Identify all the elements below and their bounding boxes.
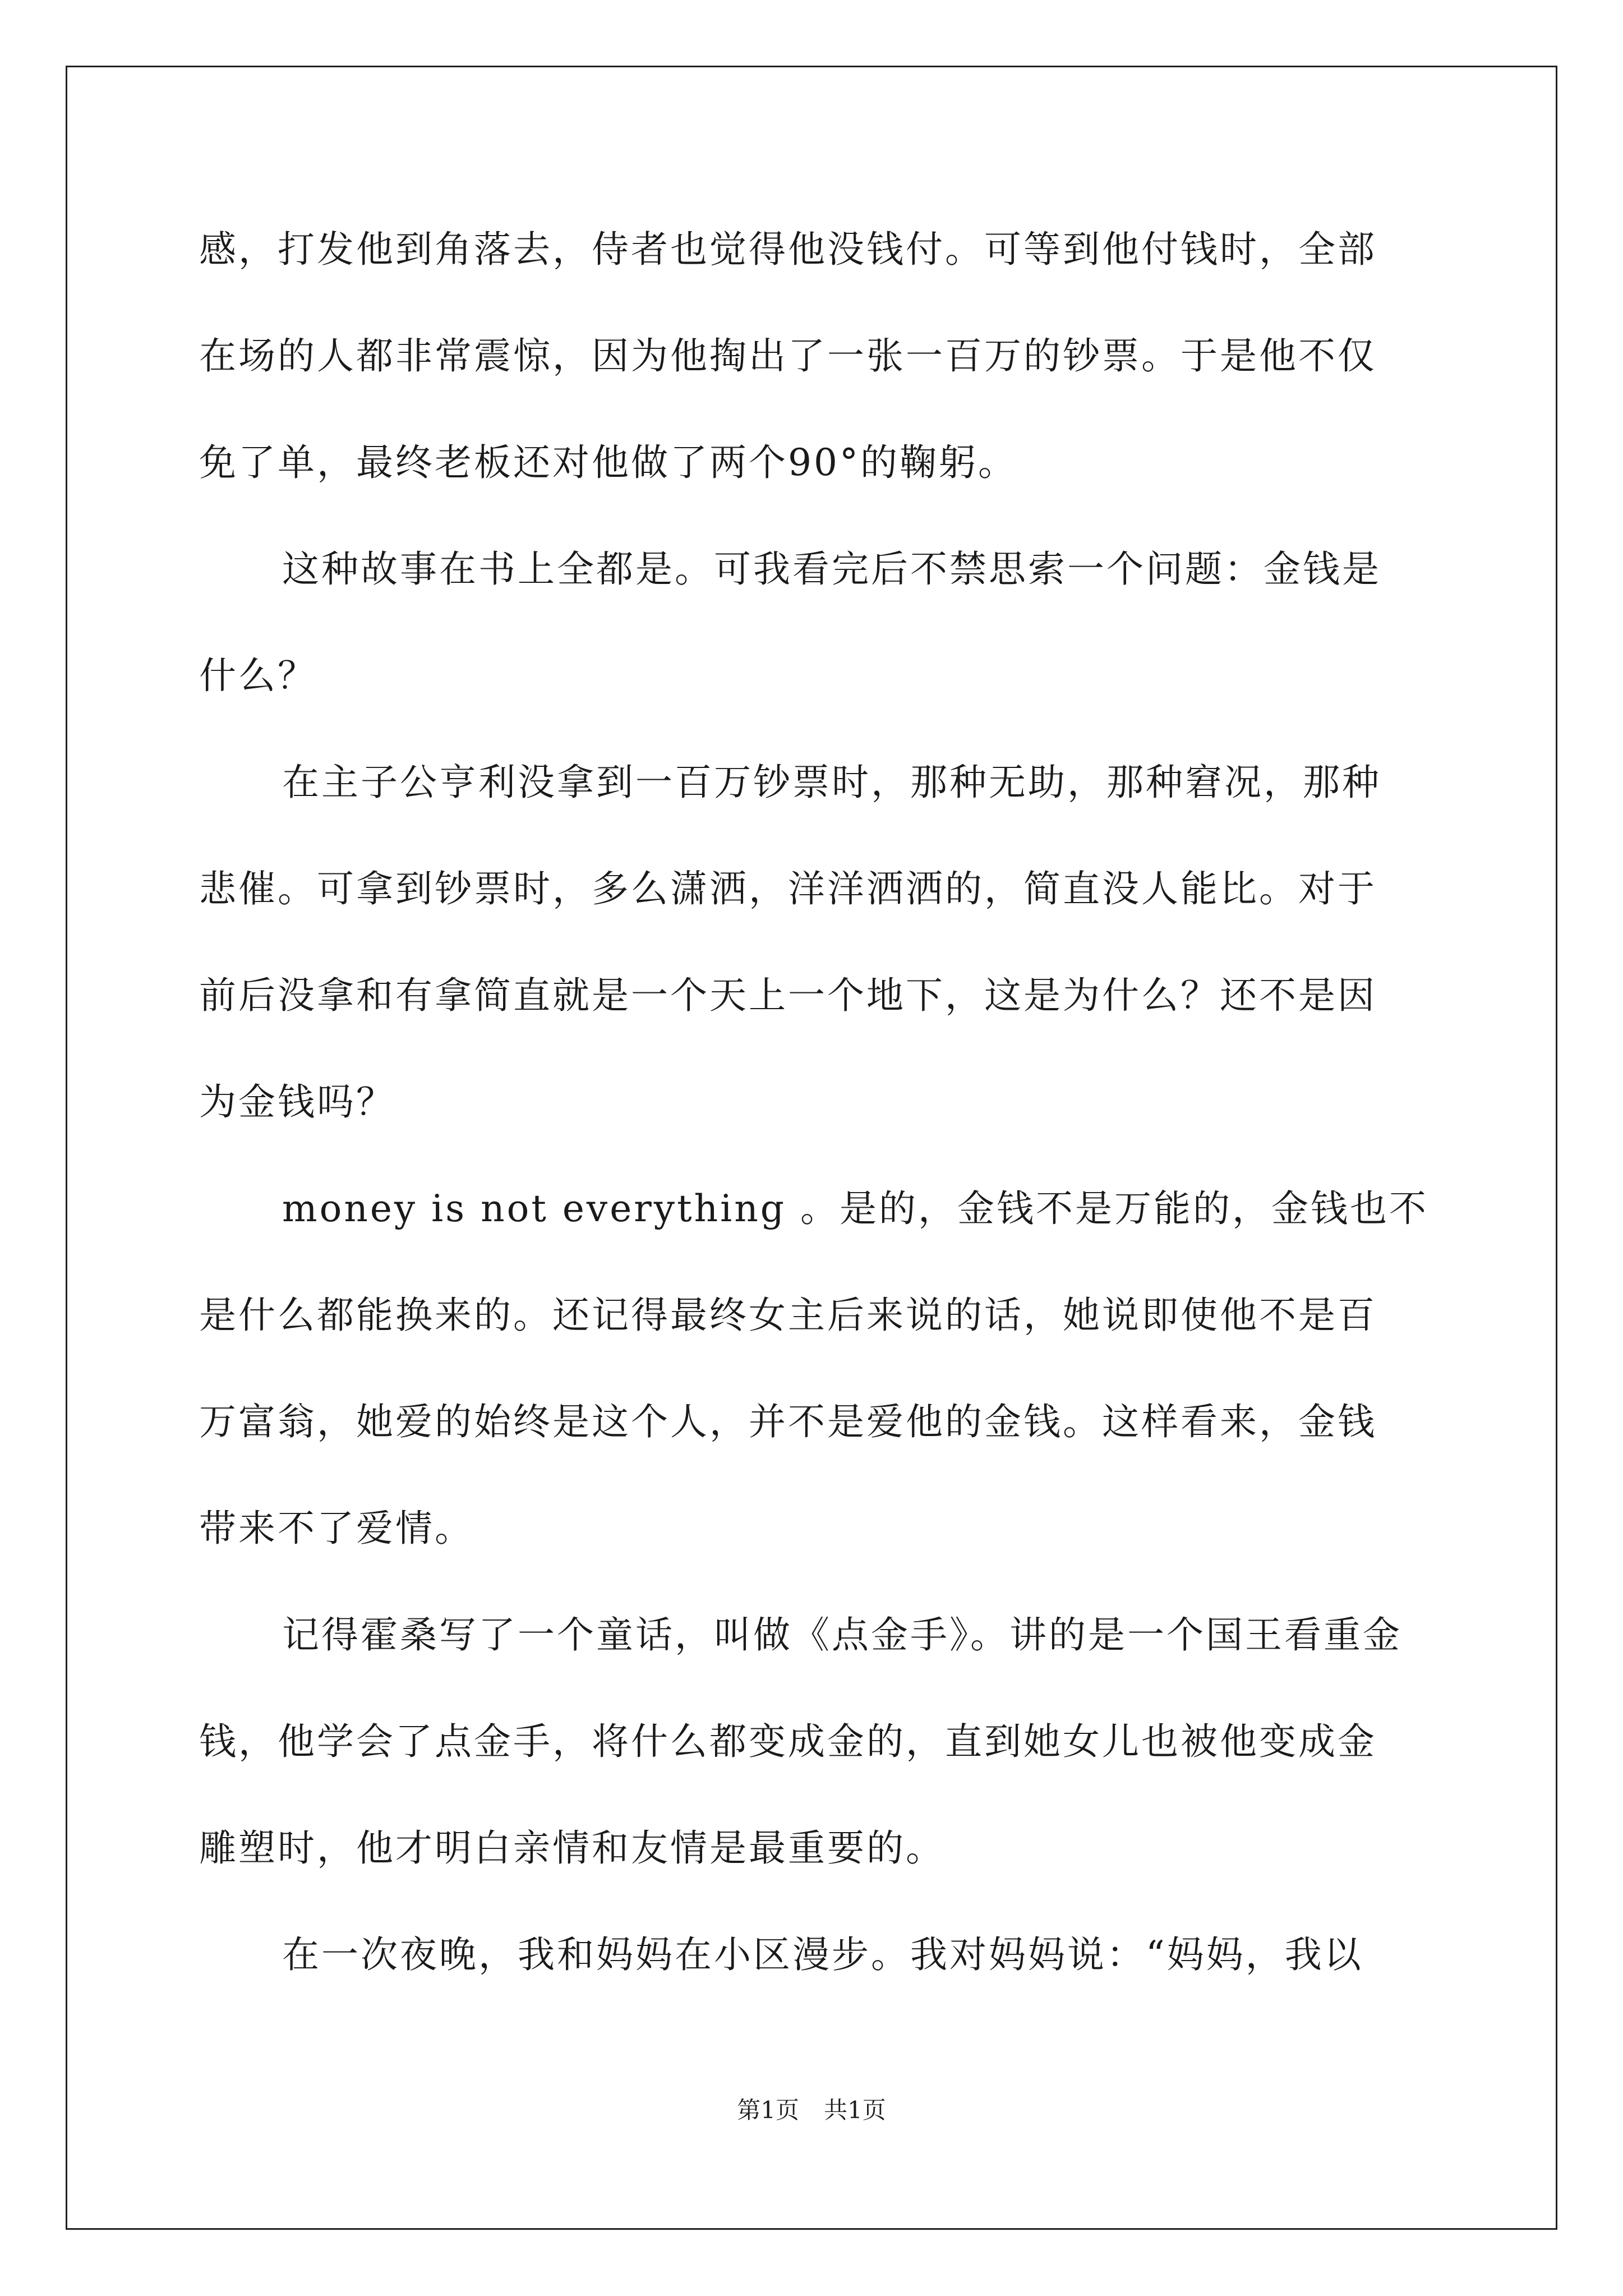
text-line: money is not everything 。是的，金钱不是万能的，金钱也不	[282, 1187, 1428, 1230]
text-line: 免了单，最终老板还对他做了两个90°的鞠躬。	[199, 441, 1017, 484]
text-line: 在场的人都非常震惊，因为他掏出了一张一百万的钞票。于是他不仅	[199, 334, 1377, 378]
document-body	[199, 222, 1436, 2033]
text-line: 带来不了爱情。	[199, 1507, 474, 1550]
text-line: 什么？	[199, 654, 317, 697]
text-line: 在一次夜晚，我和妈妈在小区漫步。我对妈妈说：“妈妈，我以	[282, 1933, 1363, 1976]
text-line: 钱，他学会了点金手，将什么都变成金的，直到她女儿也被他变成金	[199, 1720, 1377, 1763]
text-line: 悲催。可拿到钞票时，多么潇洒，洋洋洒洒的，简直没人能比。对于	[199, 867, 1377, 910]
text-line: 感，打发他到角落去，侍者也觉得他没钱付。可等到他付钱时，全部	[199, 228, 1377, 271]
text-line: 万富翁，她爱的始终是这个人，并不是爱他的金钱。这样看来，金钱	[199, 1400, 1377, 1443]
text-line: 前后没拿和有拿简直就是一个天上一个地下，这是为什么？还不是因	[199, 974, 1377, 1017]
page-total: 共1页	[824, 2096, 886, 2124]
text-line: 记得霍桑写了一个童话，叫做《点金手》。讲的是一个国王看重金	[282, 1613, 1402, 1657]
page-number: 第1页	[737, 2096, 799, 2124]
page-footer	[0, 2093, 1623, 2127]
text-line: 为金钱吗？	[199, 1080, 395, 1124]
text-line: 雕塑时，他才明白亲情和友情是最重要的。	[199, 1826, 945, 1870]
text-line: 是什么都能换来的。还记得最终女主后来说的话，她说即使他不是百	[199, 1294, 1377, 1337]
text-line: 在主子公亨利没拿到一百万钞票时，那种无助，那种窘况，那种	[282, 761, 1381, 804]
text-line: 这种故事在书上全都是。可我看完后不禁思索一个问题：金钱是	[282, 547, 1381, 591]
